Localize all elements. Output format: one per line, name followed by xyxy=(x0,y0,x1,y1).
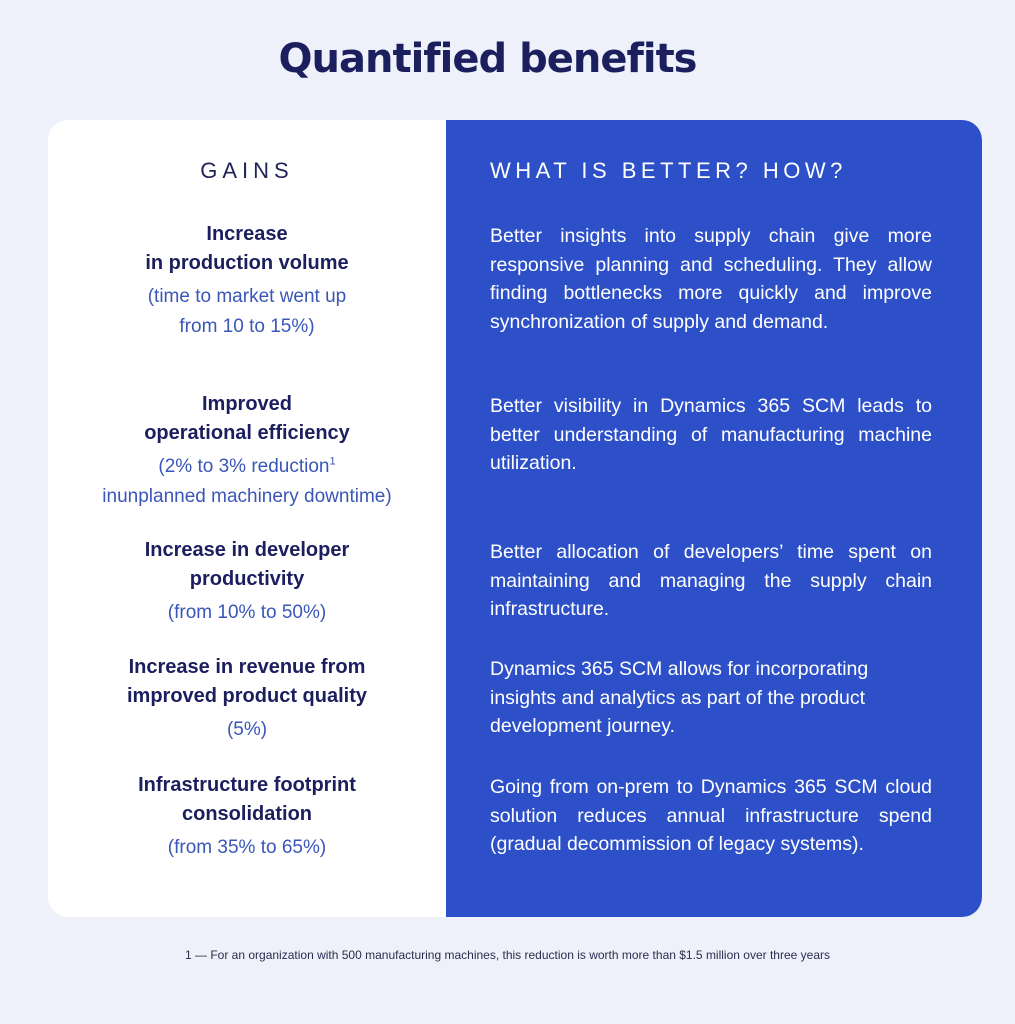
description-revenue-quality: Dynamics 365 SCM allows for incorporating insights and analytics as part of the product development journey. xyxy=(490,658,869,737)
gain-title: Increase in production volume xyxy=(145,223,349,274)
gain-detail: (5%) xyxy=(226,719,268,740)
gain-operational-efficiency xyxy=(54,390,440,512)
gains-header: GAINS xyxy=(200,158,294,183)
benefits-table xyxy=(48,120,982,917)
gain-detail xyxy=(54,452,440,512)
gain-production-volume xyxy=(54,220,440,342)
gains-column xyxy=(48,120,446,917)
gain-title: Increase in developer productivity xyxy=(144,539,350,590)
gain-infrastructure-footprint xyxy=(54,771,440,863)
footnote: 1 — For an organization with 500 manufacturing machines, this reduction is worth more than $1.5 million over three years xyxy=(185,948,830,962)
gain-detail-line1: (2% to 3% reduction xyxy=(158,456,330,477)
description-operational-efficiency: Better visibility in Dynamics 365 SCM leads to better understanding of manufacturing machine utilization. xyxy=(490,395,932,474)
page-title: Quantified benefits xyxy=(278,36,697,82)
gain-developer-productivity xyxy=(54,536,440,628)
gain-title: Infrastructure footprint consolidation xyxy=(138,774,356,825)
gain-title: Increase in revenue from improved product quality xyxy=(126,656,368,707)
gain-revenue-quality xyxy=(54,653,440,745)
better-how-column xyxy=(446,120,982,917)
better-how-header: WHAT IS BETTER? HOW? xyxy=(490,158,847,183)
gain-detail: (from 35% to 65%) xyxy=(167,837,327,858)
description-developer-productivity: Better allocation of developers’ time spent on maintaining and managing the supply chain infrastructure. xyxy=(490,541,932,620)
description-production-volume: Better insights into supply chain give more responsive planning and scheduling. They allow finding bottlenecks more quickly and improve synchronization of supply and demand. xyxy=(490,225,932,333)
footnote-mark: 1 xyxy=(329,455,336,468)
gain-detail-line2: inunplanned machinery downtime) xyxy=(102,486,392,507)
gain-detail: (time to market went up from 10 to 15%) xyxy=(147,286,347,337)
description-infrastructure-footprint: Going from on-prem to Dynamics 365 SCM cloud solution reduces annual infrastructure spend (gradual decommission of legacy systems). xyxy=(490,776,932,855)
gain-detail: (from 10% to 50%) xyxy=(167,602,327,623)
gain-title: Improved operational efficiency xyxy=(144,393,350,444)
